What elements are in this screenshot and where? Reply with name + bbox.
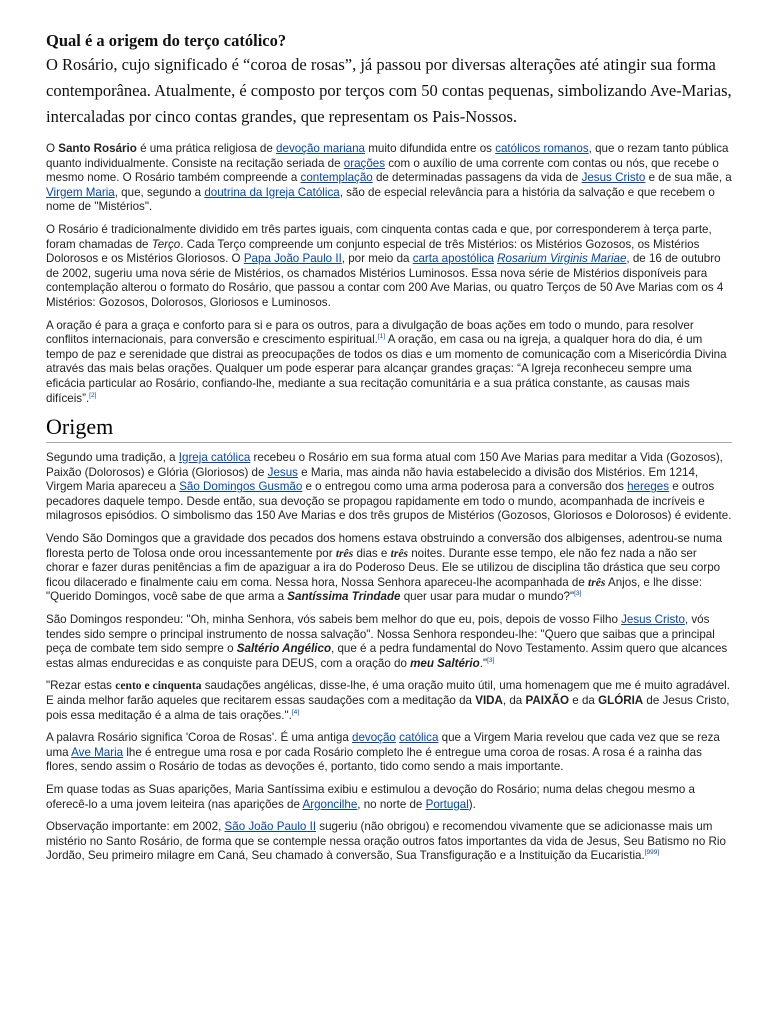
text: Segundo uma tradição, a xyxy=(46,451,179,465)
link-jesus[interactable]: Jesus xyxy=(267,465,298,479)
paragraph-observacao xyxy=(46,820,732,864)
link-rosarium-virginis-mariae[interactable]: Rosarium Virginis Mariae xyxy=(497,252,627,266)
text: sugeriu (não obrigou) e recomendou vivamente que se adicionasse mais um mistério no Santo Rosário, de forma que se contemple nessa oração outros fatos importantes da vida de Jesus, Seu Batismo no Rio Jordão, Seu primeiro milagre em Caná, Seu chamado à conversão, Sua Transfiguração e a Instituição da Eucaristia. xyxy=(46,820,726,863)
bold-term: Saltério Angélico xyxy=(236,642,332,656)
text: recebeu o Rosário em sua forma atual com 150 Ave Marias para meditar a Vida (Gozosos), Paixão (Dolorosos) e Glória (Gloriosos) de xyxy=(46,451,723,479)
text: , por meio da xyxy=(341,252,413,266)
text: A palavra Rosário significa 'Coroa de Rosas'. É uma antiga xyxy=(46,731,353,745)
reference-1[interactable]: [1] xyxy=(377,333,386,341)
text: dias e xyxy=(353,546,391,560)
bold-term: cento e cinquenta xyxy=(115,679,202,693)
link-argoncilhe[interactable]: Argoncilhe xyxy=(302,797,358,811)
paragraph-oracao xyxy=(46,319,732,407)
bold-term: meu Saltério xyxy=(410,656,480,670)
text: São Domingos respondeu: "Oh, minha Senhora, vós sabeis bem melhor do que eu, pois, depois de vosso Filho xyxy=(46,613,622,627)
text: A oração é para a graça e conforto para si e para os outros, para a divulgação de boas ações em todo o mundo, para resolver conflitos internacionais, para conversão e crescimento espiritual. xyxy=(46,318,694,347)
italic-term: Terço xyxy=(151,237,181,251)
text: , vós tendes sido sempre o principal instrumento de nossa salvação". Nossa Senhora respondeu-lhe: "Quero que saibas que a principal peça de combate tem sido sempre o xyxy=(46,613,715,656)
text: muito difundida entre os xyxy=(365,142,496,155)
text: de Jesus Cristo, pois essa meditação é a alma de tais orações.". xyxy=(46,694,730,722)
link-jesus-cristo[interactable]: Jesus Cristo xyxy=(581,171,646,185)
paragraph-santo-rosario xyxy=(46,142,732,215)
reference-2[interactable]: [2] xyxy=(89,391,97,399)
text: ). xyxy=(468,797,476,811)
text: , da xyxy=(502,694,526,707)
text: e da xyxy=(569,694,599,707)
bold-term: GLÓRIA xyxy=(598,694,644,707)
intro-paragraph: O Rosário, cujo significado é “coroa de rosas”, já passou por diversas alterações até atingir sua forma contemporânea. Atualmente, é composto por terços com 50 contas pequenas, simbolizando Ave-Marias, intercaladas por cinco contas grandes, que representam os Pais-Nossos. xyxy=(46,55,732,126)
bold-term: PAIXÃO xyxy=(525,694,570,707)
text: , que o rezam tanto pública quanto individualmente. Consiste na recitação seriada de xyxy=(46,142,729,170)
link-catolica[interactable]: católica xyxy=(399,731,439,745)
paragraph-saudacoes xyxy=(46,679,732,723)
paragraph-aparicoes xyxy=(46,783,732,812)
text: , de 16 de outubro de 2002, sugeriu uma nova série de Mistérios, os chamados Mistérios Luminosos. Essa nova série de Mistérios disponíveis para contemplação alterou o formato do Rosário, que passou a contar com 200 Ave Marias, ou quatro Terços de 50 Ave Marias com os 4 Mistérios: Gozosos, Dolorosos, Gloriosos e Luminosos. xyxy=(46,252,724,309)
text: O Rosário é tradicionalmente dividido em três partes iguais, com cinquenta contas cada e que, por corresponderem à terça parte, foram chamadas de xyxy=(46,222,712,251)
link-oracoes[interactable]: orações xyxy=(343,156,386,170)
text: , são de especial relevância para a história da salvação e que recebem o nome de "Mistérios". xyxy=(46,185,715,214)
link-devocao[interactable]: devoção xyxy=(352,731,396,745)
text: e outros pecadores daquele tempo. Desde então, sua devoção se propagou rapidamente em todo o mundo, acompanhada de incríveis e milagrosos episódios. O simbolismo das 150 Ave Marias e dos três grupos de Mistérios (Gozosos, Gloriosos e Dolorosos) é evidente. xyxy=(46,480,732,523)
paragraph-divisao xyxy=(46,223,732,311)
bold-term: três xyxy=(390,546,408,560)
text: , no norte de xyxy=(357,797,426,811)
link-papa-joao-paulo-ii[interactable]: Papa João Paulo II xyxy=(243,252,342,266)
text: A oração, em casa ou na igreja, a qualquer hora do dia, é um tempo de paz e serenidade que distrai as preocupações de todos os dias e um momento de comunicação com a Misericórdia Divina através das mais belas orações. Qualquer um pode esperar para alcançar grandes graças: “A Igreja reconheceu sempre uma eficácia particular ao Rosário, confiando-lhe, mediante a sua recitação comunitária e a sua prática constante, as causas mais difíceis”. xyxy=(46,333,727,405)
bold-term: três xyxy=(335,546,354,560)
section-heading-origem: Origem xyxy=(46,414,732,443)
paragraph-albigenses xyxy=(46,532,732,605)
bold-term: três xyxy=(588,575,606,589)
link-virgem-maria[interactable]: Virgem Maria xyxy=(46,185,115,199)
paragraph-resposta xyxy=(46,613,732,671)
link-portugal[interactable]: Portugal xyxy=(425,797,469,811)
reference-3[interactable]: [3] xyxy=(487,656,495,664)
text: e o entregou como uma arma poderosa para a conversão dos xyxy=(302,480,628,494)
text: com o auxílio de uma corrente com contas ou nós, que recebe o mesmo nome. O Rosário também compreende a xyxy=(46,156,719,185)
text: que a Virgem Maria revelou que cada vez que se reza uma xyxy=(46,731,720,759)
text: e Maria, mas ainda não havia estabelecido a divisão dos Mistérios. Em 1214, Virgem Maria apareceu a xyxy=(46,465,699,494)
text: é uma prática religiosa de xyxy=(136,142,277,155)
link-hereges[interactable]: hereges xyxy=(627,480,670,494)
link-contemplacao[interactable]: contemplação xyxy=(300,171,373,185)
bold-term: Santo Rosário xyxy=(58,142,137,155)
text: Anjos, e lhe disse: "Querido Domingos, você sabe de que arma a xyxy=(46,575,703,604)
text: , que é a pedra fundamental do Novo Testamento. Assim quero que alcances estas almas endurecidas e as conquiste para DEUS, com a oração do xyxy=(46,642,728,670)
text: lhe é entregue uma rosa e por cada Rosário completo lhe é entregue uma coroa de rosas. A rosa é a rainha das flores, sendo assim o Rosário de todas as devoções é, portanto, tido como sendo a mais importante. xyxy=(46,745,702,774)
bold-term: VIDA xyxy=(475,694,503,707)
text: Em quase todas as Suas aparições, Maria Santíssima exibiu e estimulou a devoção do Rosário; numa delas chegou mesmo a oferecê-lo a uma jovem leiteira (nas aparições de xyxy=(46,782,695,811)
link-devocao-mariana[interactable]: devoção mariana xyxy=(276,142,365,155)
link-ave-maria[interactable]: Ave Maria xyxy=(71,745,124,759)
link-sao-domingos-gusmao[interactable]: São Domingos Gusmão xyxy=(179,480,303,494)
paragraph-coroa-de-rosas xyxy=(46,731,732,775)
text: quer usar para mudar o mundo?" xyxy=(400,590,575,604)
link-jesus-cristo[interactable]: Jesus Cristo xyxy=(621,613,685,627)
text: noites. Durante esse tempo, ele não fez nada a não ser chorar e fazer duras penitências a fim de apaziguar a ira do Poderoso Deus. Ele se utilizou de disciplina tão drástica que seu corpo ficou dilacerado e finalmente caiu em coma. Nessa hora, Nossa Senhora apareceu-lhe acompanhada de xyxy=(46,546,721,589)
text: O xyxy=(46,142,59,155)
text: Vendo São Domingos que a gravidade dos pecados dos homens estava obstruindo a conversão dos albigenses, adentrou-se numa floresta perto de Tolosa onde orou incessantemente por xyxy=(46,532,723,560)
article xyxy=(46,30,732,872)
link-carta-apostolica[interactable]: carta apostólica xyxy=(412,252,494,266)
paragraph-tradicao xyxy=(46,451,732,524)
reference-999[interactable]: [999] xyxy=(644,849,660,857)
text: , que, segundo a xyxy=(114,185,205,199)
bold-term: Santíssima Trindade xyxy=(287,590,401,604)
reference-3[interactable]: [3] xyxy=(574,590,582,598)
text: Observação importante: em 2002, xyxy=(46,820,225,834)
text: "Rezar estas xyxy=(46,679,116,693)
text: ." xyxy=(479,656,488,670)
text: saudações angélicas, disse-lhe, é uma oração muito útil, uma homenagem que me é muito agradável. E ainda melhor farão aqueles que recitarem essas saudações com a meditação da xyxy=(46,679,730,707)
link-igreja-catolica[interactable]: Igreja católica xyxy=(178,451,251,465)
link-doutrina-igreja-catolica[interactable]: doutrina da Igreja Católica xyxy=(204,185,340,199)
text: de determinadas passagens da vida de xyxy=(372,171,582,185)
text: e de sua mãe, a xyxy=(645,171,732,185)
link-sao-joao-paulo-ii[interactable]: São João Paulo II xyxy=(224,820,317,834)
link-catolicos-romanos[interactable]: católicos romanos xyxy=(495,142,589,155)
page-title: Qual é a origem do terço católico? xyxy=(46,31,287,50)
text: . Cada Terço compreende um conjunto especial de três Mistérios: os Mistérios Gozosos, os Mistérios Dolorosos e os Mistérios Gloriosos. O xyxy=(46,237,700,266)
reference-4[interactable]: [4] xyxy=(291,708,300,716)
